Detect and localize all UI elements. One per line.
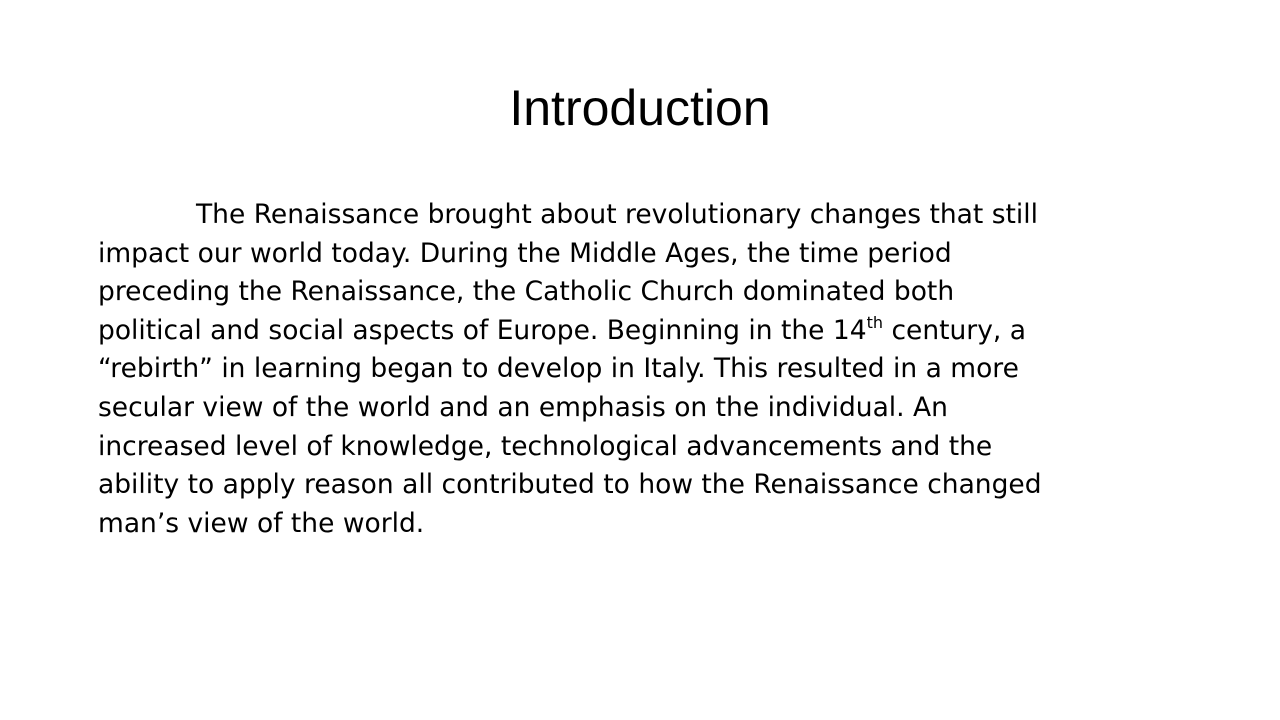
body-line-8: ability to apply reason all contributed to how the Renaissance changed: [98, 469, 1042, 501]
body-line-9: man’s view of the world.: [98, 507, 425, 539]
body-line-1-text: The Renaissance brought about revolutionary changes that still: [196, 199, 1038, 230]
body-line-4: [98, 312, 1188, 351]
body-line-3: preceding the Renaissance, the Catholic Church dominated both: [98, 276, 955, 308]
body-line-1: [98, 196, 1188, 235]
body-line-4-before: political and social aspects of Europe. Beginning in the 14: [98, 314, 867, 346]
slide-title: Introduction: [509, 80, 771, 136]
body-line-2: impact our world today. During the Middle Ages, the time period: [98, 237, 952, 269]
ordinal-superscript: th: [866, 312, 884, 332]
slide-body-paragraph: [98, 196, 1188, 543]
body-line-5: “rebirth” in learning began to develop in Italy. This resulted in a more: [98, 353, 1019, 385]
body-line-6: secular view of the world and an emphasis on the individual. An: [98, 391, 948, 423]
body-line-7: increased level of knowledge, technological advancements and the: [98, 430, 993, 462]
body-line-4-after: century, a: [883, 314, 1026, 346]
